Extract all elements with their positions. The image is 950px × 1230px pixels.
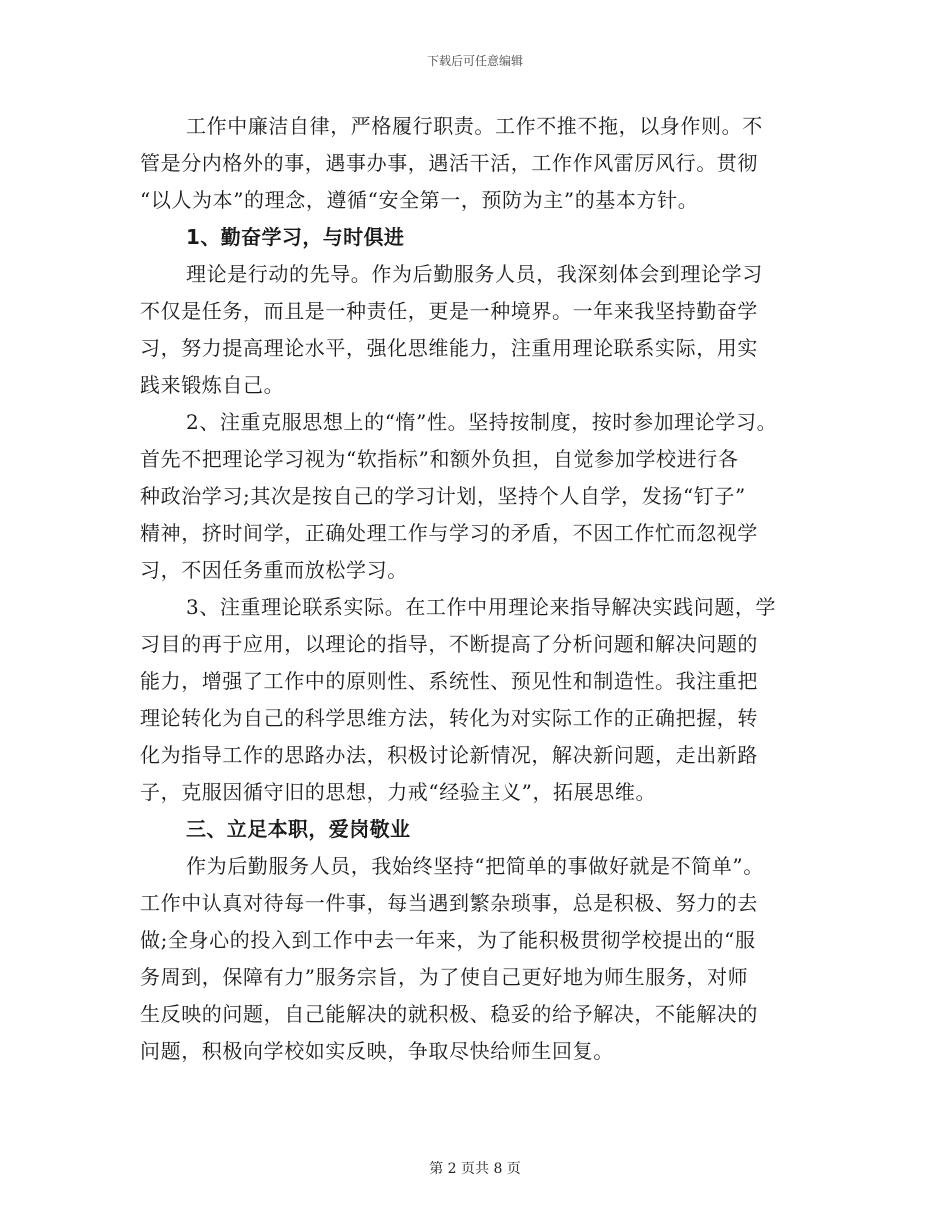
- paragraph-line: 2、注重克服思想上的“惰”性。坚持按制度，按时参加理论学习。: [186, 410, 778, 434]
- paragraph-line: 首先不把理论学习视为“软指标”和额外负担，自觉参加学校进行各: [140, 447, 739, 471]
- page-number: 第 2 页共 8 页: [429, 1161, 521, 1177]
- document-body: [140, 108, 820, 1070]
- section-heading: 三、立足本职，爱岗敬业: [186, 817, 411, 841]
- paragraph-line: 生反映的问题，自己能解决的就积极、稳妥的给予解决，不能解决的: [140, 1002, 758, 1026]
- paragraph-line: 理论是行动的先导。作为后勤服务人员，我深刻体会到理论学习: [186, 262, 763, 286]
- paragraph-line: 3、注重理论联系实际。在工作中用理论来指导解决实践问题，学: [186, 595, 777, 619]
- paragraph-line: 作为后勤服务人员，我始终坚持“把简单的事做好就是不简单”。: [186, 854, 764, 878]
- paragraph-line: 践来锻炼自己。: [140, 373, 285, 397]
- paragraph-line: 习，努力提高理论水平，强化思维能力，注重用理论联系实际，用实: [140, 336, 758, 360]
- paragraph-line: 工作中认真对待每一件事，每当遇到繁杂琐事，总是积极、努力的去: [140, 891, 758, 915]
- paragraph-line: 管是分内格外的事，遇事办事，遇活干活，工作作风雷厉风行。贯彻: [140, 151, 758, 175]
- page-header: 下载后可任意编辑: [426, 54, 523, 68]
- paragraph-line: 工作中廉洁自律，严格履行职责。工作不推不拖，以身作则。不: [186, 114, 763, 138]
- paragraph-line: 习目的再于应用，以理论的指导，不断提高了分析问题和解决问题的: [140, 632, 758, 656]
- paragraph-line: “以人为本”的理念，遵循“安全第一，预防为主”的基本方针。: [140, 188, 699, 212]
- paragraph-line: 化为指导工作的思路办法，积极讨论新情况，解决新问题，走出新路: [140, 743, 758, 767]
- paragraph-line: 不仅是任务，而且是一种责任，更是一种境界。一年来我坚持勤奋学: [140, 299, 758, 323]
- paragraph-line: 习，不因任务重而放松学习。: [140, 558, 408, 582]
- section-heading: 1、勤奋学习，与时俱进: [186, 225, 405, 249]
- paragraph-line: 种政治学习;其次是按自己的学习计划，坚持个人自学，发扬“钉子”: [140, 484, 746, 508]
- paragraph-line: 理论转化为自己的科学思维方法，转化为对实际工作的正确把握，转: [140, 706, 758, 730]
- paragraph-line: 精神，挤时间学，正确处理工作与学习的矛盾，不因工作忙而忽视学: [140, 521, 758, 545]
- paragraph-line: 问题，积极向学校如实反映，争取尽快给师生回复。: [140, 1039, 614, 1063]
- paragraph-line: 能力，增强了工作中的原则性、系统性、预见性和制造性。我注重把: [140, 669, 758, 693]
- paragraph-line: 子，克服因循守旧的思想，力戒“经验主义”，拓展思维。: [140, 780, 657, 804]
- paragraph-line: 做;全身心的投入到工作中去一年来，为了能积极贯彻学校提出的“服: [140, 928, 756, 952]
- paragraph-line: 务周到，保障有力”服务宗旨，为了使自己更好地为师生服务，对师: [140, 965, 749, 989]
